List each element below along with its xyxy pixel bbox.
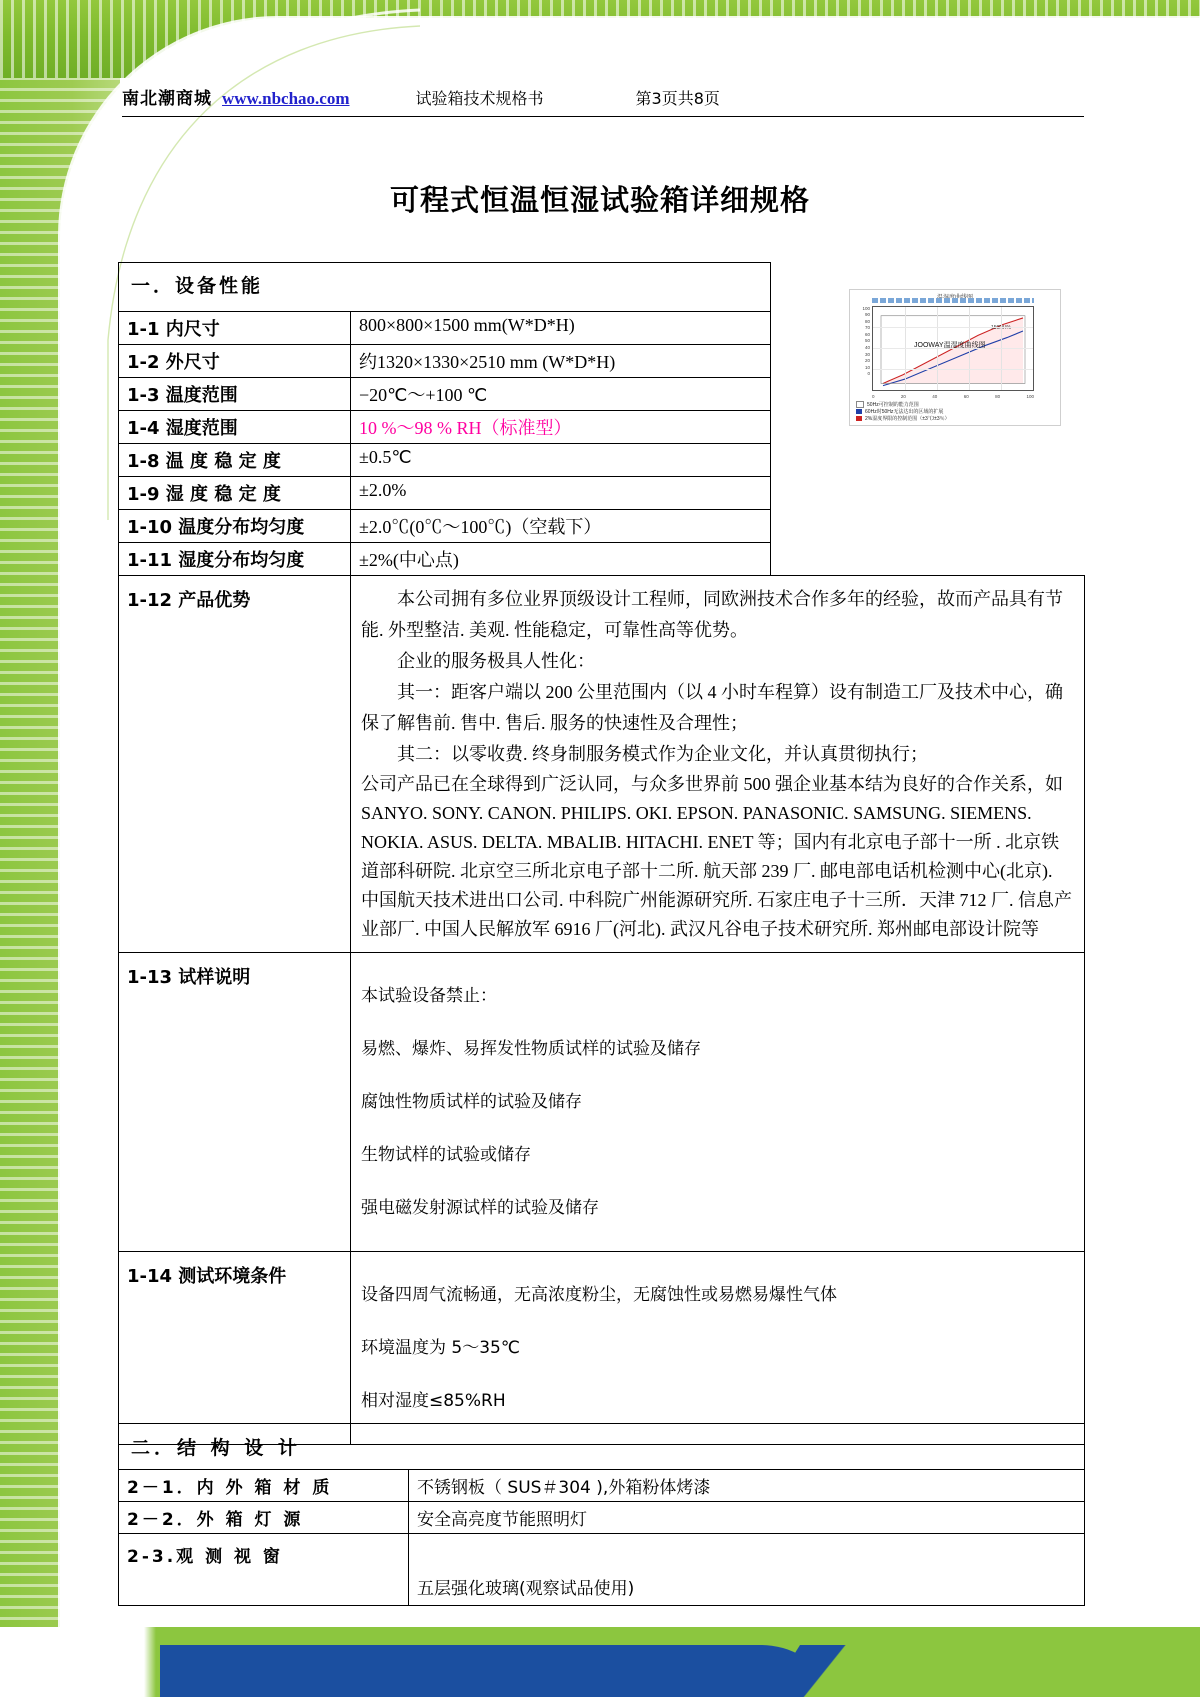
spec-label-humidity-range: 1-4 湿度范围 bbox=[119, 411, 351, 444]
legend-item: 50Hz可控制的能力范围 bbox=[856, 401, 950, 409]
sample-note-line-1: 本试验设备禁止： bbox=[361, 986, 497, 1006]
table-row bbox=[119, 576, 1085, 953]
spec-value-temp-range: −20℃～+100 ℃ bbox=[351, 378, 771, 411]
chart-plot-area bbox=[872, 306, 1034, 391]
spec-value-inner-size: 800×800×1500 mm(W*D*H) bbox=[351, 312, 771, 345]
section2-heading: 二．结 构 设 计 bbox=[119, 1424, 1085, 1470]
advantage-paragraph-3: 其一：距客户端以 200 公里范围内（以 4 小时车程算）设有制造工厂及技术中心，确保了解售前. 售中. 售后. 服务的快速性及合理性； bbox=[361, 682, 1063, 733]
document-header bbox=[122, 84, 1084, 117]
spec-value-temp-stability: ±0.5℃ bbox=[351, 444, 771, 477]
humidity-curve-chart bbox=[849, 289, 1061, 426]
spec-label-humidity-stability: 1-9 湿 度 稳 定 度 bbox=[119, 477, 351, 510]
advantage-paragraph-5: 公司产品已在全球得到广泛认同，与众多世界前 500 强企业基本结为良好的合作关系，如 SANYO. SONY. CANON. PHILIPS. OKI. EPSON. PANASONIC. SAMSUNG. SIEMENS. NOKIA. ASUS. DELTA. MBALIB. HITACHI. ENET 等；国内有北京电子部十一所 . 北京铁道部科研院. 北京空三所北京电子部十二所. 航天部 239 厂. 邮电部电话机检测中心(北京). 中国航天技术进出口公司. 中科院广州能源研究所. 石家庄电子十三所．天津 712 厂. 信息产业部厂. 中国人民解放军 6916 厂(河北). 武汉凡谷电子技术研究所. 郑州邮电部设计院等 bbox=[361, 774, 1072, 939]
spec-value-humidity-range: 10 %～98 % RH（标准型） bbox=[351, 411, 771, 444]
chart-x-axis-labels: 0 20 40 60 80 100 bbox=[872, 393, 1034, 399]
header-shop-name: 南北潮商城 bbox=[122, 89, 212, 109]
spec-value-temp-uniformity: ±2.0℃(0℃～100℃)（空载下） bbox=[351, 510, 771, 543]
sample-note-line-2: 易燃、爆炸、易挥发性物质试样的试验及储存 bbox=[361, 1039, 701, 1059]
table-row bbox=[119, 263, 1085, 312]
spec-value-sample-note bbox=[351, 953, 1085, 1252]
spec-value-humidity-stability: ±2.0% bbox=[351, 477, 771, 510]
chart-legend bbox=[856, 401, 950, 423]
chart-inner-label: JOOWAY温湿度曲线图 bbox=[914, 341, 986, 349]
env-condition-line-1: 设备四周气流畅通，无高浓度粉尘，无腐蚀性或易燃易爆性气体 bbox=[361, 1285, 837, 1305]
spec-label-env-condition: 1-14 测试环境条件 bbox=[119, 1252, 351, 1445]
sample-note-line-5: 强电磁发射源试样的试验及储存 bbox=[361, 1198, 599, 1218]
header-page-number: 第3页共8页 bbox=[635, 89, 720, 108]
header-website-link[interactable]: www.nbchao.com bbox=[222, 89, 350, 108]
structure-label-material: 2－1．内 外 箱 材 质 bbox=[119, 1470, 409, 1502]
table-row bbox=[119, 1470, 1085, 1502]
table-row bbox=[119, 953, 1085, 1252]
spec-label-temp-stability: 1-8 温 度 稳 定 度 bbox=[119, 444, 351, 477]
chart-y-axis-labels: 100 90 80 70 60 50 40 30 20 10 0 bbox=[862, 305, 871, 377]
legend-item: 60Hz时50Hz无法达出的区域的扩展 bbox=[856, 409, 950, 416]
sample-note-line-3: 腐蚀性物质试样的试验及储存 bbox=[361, 1092, 582, 1112]
header-doc-type: 试验箱技术规格书 bbox=[415, 89, 544, 108]
page-title: 可程式恒温恒湿试验箱详细规格 bbox=[389, 183, 810, 217]
spec-label-sample-note: 1-13 试样说明 bbox=[119, 953, 351, 1252]
spec-label-temp-range: 1-3 温度范围 bbox=[119, 378, 351, 411]
table-row bbox=[119, 1252, 1085, 1445]
spec-label-temp-uniformity: 1-10 温度分布均匀度 bbox=[119, 510, 351, 543]
advantage-paragraph-1: 本公司拥有多位业界顶级设计工程师，同欧洲技术合作多年的经验，故而产品具有节能. 外型整洁. 美观. 性能稳定，可靠性高等优势。 bbox=[361, 589, 1063, 640]
section1-heading: 一．设备性能 bbox=[119, 263, 771, 312]
table-row bbox=[119, 1424, 1085, 1470]
legend-item: 2%湿度界限的控制范围（±3℃/±3％） bbox=[856, 416, 950, 423]
advantage-paragraph-4: 其二：以零收费. 终身制服务模式作为企业文化，并认真贯彻执行； bbox=[397, 744, 928, 764]
env-condition-line-3: 相对湿度≤85%RH bbox=[361, 1391, 506, 1411]
spec-value-outer-size: 约1320×1330×2510 mm (W*D*H) bbox=[351, 345, 771, 378]
equipment-performance-table bbox=[118, 262, 1085, 1445]
table-row bbox=[119, 1534, 1085, 1606]
table-row bbox=[119, 1502, 1085, 1534]
structure-value-window: 五层强化玻璃(观察试品使用) bbox=[409, 1534, 1085, 1606]
spec-label-product-advantage: 1-12 产品优势 bbox=[119, 576, 351, 953]
advantage-paragraph-2: 企业的服务极具人性化： bbox=[397, 651, 595, 671]
spec-label-humidity-uniformity: 1-11 湿度分布均匀度 bbox=[119, 543, 351, 576]
spec-label-outer-size: 1-2 外尺寸 bbox=[119, 345, 351, 378]
structure-label-lamp: 2－2．外 箱 灯 源 bbox=[119, 1502, 409, 1534]
structure-value-lamp: 安全高亮度节能照明灯 bbox=[409, 1502, 1085, 1534]
humidity-curve-chart-cell bbox=[771, 263, 1085, 576]
structure-label-window: 2-3.观 测 视 窗 bbox=[119, 1534, 409, 1606]
sample-note-line-4: 生物试样的试验或储存 bbox=[361, 1145, 531, 1165]
spec-label-inner-size: 1-1 内尺寸 bbox=[119, 312, 351, 345]
spec-value-env-condition bbox=[351, 1252, 1085, 1445]
structure-value-material: 不锈钢板（ SUS＃304 ),外箱粉体烤漆 bbox=[409, 1470, 1085, 1502]
env-condition-line-2: 环境温度为 5～35℃ bbox=[361, 1338, 520, 1358]
structure-design-table bbox=[118, 1423, 1085, 1606]
spec-value-product-advantage bbox=[351, 576, 1085, 953]
spec-value-humidity-uniformity: ±2%(中心点) bbox=[351, 543, 771, 576]
chart-top-scale bbox=[872, 298, 1034, 303]
